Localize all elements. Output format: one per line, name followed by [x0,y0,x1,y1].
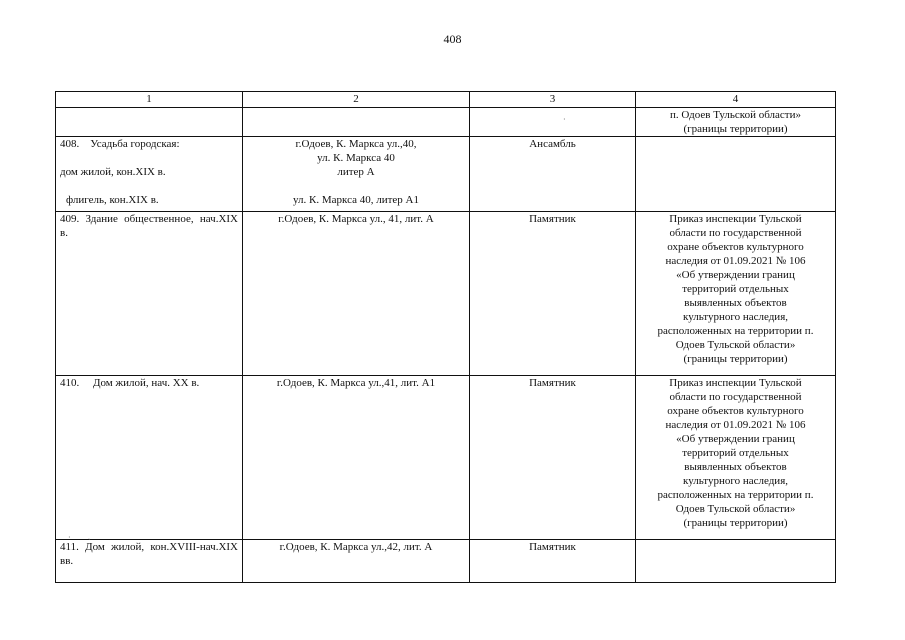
cell-category: Памятник [470,540,636,583]
cell-address [243,376,470,540]
document-line: (границы территории) [683,517,788,529]
address-line: литер А [337,166,375,178]
row-number: 409. [60,213,80,225]
document-line: «Об утверждении границ [676,269,795,281]
scan-speck: ˎ [88,531,91,540]
document-line: культурного наследия, [683,311,788,323]
table-row [56,212,836,376]
column-header-4: 4 [636,92,836,108]
object-name-line [60,376,238,390]
document-line: культурного наследия, [683,475,788,487]
table-row [56,376,836,540]
document-line: расположенных на территории п. [657,489,814,501]
cell-document [636,137,836,212]
document-line: охране объектов культурного [667,405,804,417]
scan-speck: · [563,115,566,124]
table-row [56,137,836,212]
row-number: 410. [60,377,80,389]
document-line: Приказ инспекции Тульской [669,213,802,225]
heritage-registry-table [55,91,836,583]
document-line: выявленных объектов [684,461,787,473]
document-line: территорий отдельных [682,283,789,295]
document-line: наследия от 01.09.2021 № 106 [665,255,806,267]
table-header-row [56,92,836,108]
table-row-continuation [56,108,836,137]
document-line: Приказ инспекции Тульской [669,377,802,389]
object-name: Дом жилой, кон.XVIII-нач.XIX вв. [60,541,238,567]
document-line: (границы территории) [683,123,788,135]
table-row [56,540,836,583]
cell-object-name [56,212,243,376]
document-line: области по государственной [669,227,802,239]
scan-speck: · [68,533,71,542]
cell-continuation-address [243,108,470,137]
column-header-1: 1 [56,92,243,108]
cell-document [636,376,836,540]
cell-object-name [56,376,243,540]
address-line: ул. К. Маркса 40, литер А1 [293,194,419,206]
cell-category: Памятник [470,212,636,376]
document-line: расположенных на территории п. [657,325,814,337]
object-name-line: дом жилой, кон.XIX в. [60,166,166,178]
cell-address [243,137,470,212]
cell-object-name [56,540,243,583]
document-line: территорий отдельных [682,447,789,459]
document-line: наследия от 01.09.2021 № 106 [665,419,806,431]
cell-address [243,212,470,376]
cell-continuation-document [636,108,836,137]
document-line: охране объектов культурного [667,241,804,253]
address-line: г.Одоев, К. Маркса ул., 41, лит. А [278,213,434,225]
document-line: (границы территории) [683,353,788,365]
object-name: Здание общественное, нач.XIX в. [60,213,238,239]
cell-continuation-name [56,108,243,137]
document-line: выявленных объектов [684,297,787,309]
cell-document [636,212,836,376]
column-header-2: 2 [243,92,470,108]
column-header-3: 3 [470,92,636,108]
object-name: Дом жилой, нач. XX в. [93,377,200,389]
cell-category: Памятник [470,376,636,540]
page-number: 408 [443,32,462,46]
cell-continuation-category [470,108,636,137]
object-name-part: Усадьба городская: [90,138,180,150]
document-line: Одоев Тульской области» [675,339,796,351]
document-line: области по государственной [669,391,802,403]
address-line: г.Одоев, К. Маркса ул.,41, лит. А1 [276,377,436,389]
address-line: г.Одоев, К. Маркса ул.,40, [295,138,417,150]
document-line: Одоев Тульской области» [675,503,796,515]
document-line: п. Одоев Тульской области» [669,109,801,121]
object-name-line [60,137,238,151]
row-number: 411. [60,541,79,553]
cell-address [243,540,470,583]
cell-document [636,540,836,583]
address-line: ул. К. Маркса 40 [317,152,395,164]
row-number: 408. [60,138,80,150]
address-line: г.Одоев, К. Маркса ул.,42, лит. А [279,541,433,553]
cell-category: Ансамбль [470,137,636,212]
document-line: «Об утверждении границ [676,433,795,445]
object-name-line: флигель, кон.XIX в. [66,194,159,206]
cell-object-name [56,137,243,212]
